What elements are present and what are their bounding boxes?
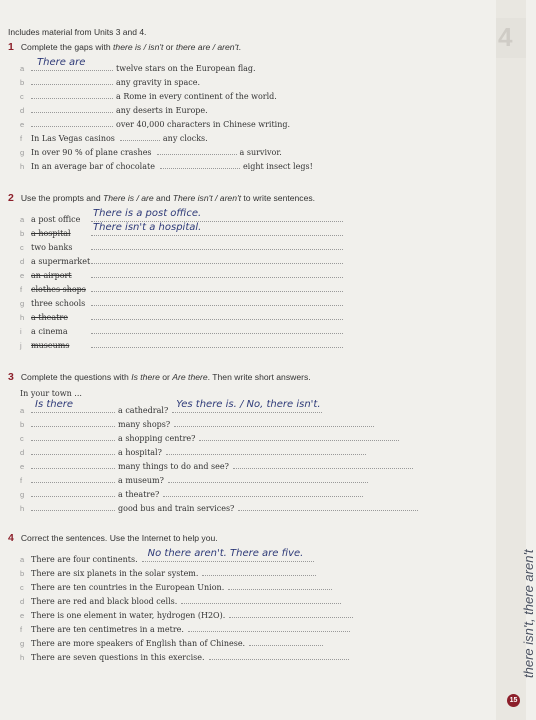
item-letter: h <box>20 313 25 322</box>
ex3-item <box>20 399 322 415</box>
item-text: a shopping centre? <box>118 434 196 443</box>
ex4-item <box>20 566 316 578</box>
ex1-item <box>20 57 256 73</box>
ex4-item <box>20 650 349 662</box>
ex1-item <box>20 103 208 115</box>
handwritten-answer: There is a post office. <box>93 208 202 219</box>
answer-field[interactable] <box>31 501 115 511</box>
ex3-item <box>20 431 399 443</box>
item-letter: a <box>20 406 25 415</box>
item-letter: b <box>20 78 25 87</box>
answer-field[interactable] <box>228 580 332 590</box>
item-text: any clocks. <box>162 134 208 143</box>
item-text: In over 90 % of plane crashes <box>31 148 152 157</box>
prompt-text: three schools <box>31 299 86 308</box>
ex4-number: 4 <box>8 532 14 544</box>
item-text: a survivor. <box>239 148 282 157</box>
ex4-item <box>20 622 350 634</box>
handwritten-answer: Is there <box>35 399 74 410</box>
item-letter: d <box>20 448 25 457</box>
answer-field[interactable] <box>209 650 349 660</box>
answer-field[interactable] <box>91 324 343 334</box>
item-letter: f <box>20 625 23 634</box>
unit-tab <box>496 18 526 58</box>
item-text: There are seven questions in this exercise. <box>31 653 205 662</box>
ex2-item <box>20 240 343 252</box>
item-letter: f <box>20 285 23 294</box>
intro-text: Includes material from Units 3 and 4. <box>8 27 147 37</box>
item-text: a cathedral? <box>118 406 169 415</box>
item-letter: a <box>20 64 25 73</box>
answer-field[interactable] <box>91 254 343 264</box>
item-letter: d <box>20 106 25 115</box>
prompt-text: a post office <box>31 215 81 224</box>
ex4-item <box>20 594 341 606</box>
ex1-instructions: 1 Complete the gaps with there is / isn't or there are / aren't. <box>8 41 242 53</box>
item-text: There are more speakers of English than of Chinese. <box>31 639 246 648</box>
item-letter: g <box>20 639 25 648</box>
item-letter: e <box>20 611 25 620</box>
ex2-instructions: 2 Use the prompts and There is / are and There isn't / aren't to write sentences. <box>8 192 316 204</box>
ex2-item <box>20 324 343 336</box>
answer-field[interactable] <box>142 548 314 562</box>
item-text: over 40,000 characters in Chinese writing. <box>116 120 291 129</box>
prompt-text: two banks <box>31 243 73 252</box>
ex1-item <box>20 145 282 157</box>
answer-field[interactable] <box>172 399 322 413</box>
handwritten-answer: Yes there is. / No, there isn't. <box>176 399 321 410</box>
answer-field[interactable] <box>120 131 160 141</box>
ex2-item <box>20 282 343 294</box>
answer-field[interactable] <box>91 268 343 278</box>
answer-field[interactable] <box>91 222 343 236</box>
item-text: There is one element in water, hydrogen (H2O). <box>31 611 226 620</box>
item-letter: h <box>20 504 25 513</box>
item-letter: b <box>20 420 25 429</box>
item-letter: e <box>20 271 25 280</box>
answer-field[interactable] <box>91 338 343 348</box>
answer-field[interactable] <box>174 417 374 427</box>
answer-field[interactable] <box>163 487 363 497</box>
ex4-item <box>20 636 323 648</box>
item-text: many shops? <box>118 420 171 429</box>
item-text: In an average bar of chocolate <box>31 162 155 171</box>
item-text: a theatre? <box>118 490 160 499</box>
answer-field[interactable] <box>31 89 113 99</box>
answer-field[interactable] <box>199 431 399 441</box>
answer-field[interactable] <box>168 473 368 483</box>
item-letter: h <box>20 653 25 662</box>
ex3-item <box>20 487 363 499</box>
answer-field[interactable] <box>31 75 113 85</box>
item-letter: j <box>20 341 22 350</box>
item-text: twelve stars on the European flag. <box>116 64 256 73</box>
ex3-number: 3 <box>8 371 14 383</box>
item-letter: a <box>20 215 25 224</box>
unit-number: 4 <box>498 22 513 52</box>
prompt-text: a theatre <box>31 313 68 322</box>
item-letter: e <box>20 120 25 129</box>
item-text: There are four continents. <box>31 555 138 564</box>
item-letter: d <box>20 597 25 606</box>
item-text: any gravity in space. <box>116 78 201 87</box>
ex1-item <box>20 89 277 101</box>
ex2-item <box>20 254 343 266</box>
prompt-text: clothes shops <box>31 285 86 294</box>
ex2-item <box>20 268 343 280</box>
prompt-text: a cinema <box>31 327 68 336</box>
item-text: There are red and black blood cells. <box>31 597 178 606</box>
ex4-item <box>20 608 353 620</box>
prompt-text: a supermarket <box>31 257 91 266</box>
item-letter: f <box>20 476 23 485</box>
answer-field[interactable] <box>91 240 343 250</box>
item-text: In Las Vegas casinos <box>31 134 115 143</box>
ex3-item <box>20 445 366 457</box>
ex1-item <box>20 117 290 129</box>
answer-field[interactable] <box>31 459 115 469</box>
item-text: a Rome in every continent of the world. <box>116 92 277 101</box>
answer-field[interactable] <box>91 310 343 320</box>
unit-title: there isn't, there aren't <box>521 549 536 678</box>
answer-field[interactable] <box>160 159 240 169</box>
item-letter: c <box>20 434 24 443</box>
answer-field[interactable] <box>31 431 115 441</box>
ex3-item <box>20 501 418 513</box>
item-letter: g <box>20 148 25 157</box>
item-letter: g <box>20 299 25 308</box>
answer-field[interactable] <box>181 594 341 604</box>
ex2-item <box>20 296 343 308</box>
item-text: eight insect legs! <box>242 162 313 171</box>
answer-field[interactable] <box>31 445 115 455</box>
item-letter: b <box>20 569 25 578</box>
prompt-text: museums <box>31 341 70 350</box>
item-text: a hospital? <box>118 448 162 457</box>
ex2-number: 2 <box>8 192 14 204</box>
answer-field[interactable] <box>157 145 237 155</box>
answer-field[interactable] <box>31 417 115 427</box>
ex2-item <box>20 222 343 238</box>
ex3-item <box>20 473 368 485</box>
handwritten-answer: There are <box>37 57 86 68</box>
handwritten-answer: There isn't a hospital. <box>93 222 202 233</box>
ex1-item <box>20 159 313 171</box>
item-letter: e <box>20 462 25 471</box>
answer-field[interactable] <box>91 208 343 222</box>
ex4-instructions: 4 Correct the sentences. Use the Internet to help you. <box>8 532 218 544</box>
item-text: good bus and train services? <box>118 504 235 513</box>
answer-field[interactable] <box>31 473 115 483</box>
answer-field[interactable] <box>31 399 115 413</box>
item-text: There are six planets in the solar system. <box>31 569 199 578</box>
answer-field[interactable] <box>91 296 343 306</box>
item-letter: f <box>20 134 23 143</box>
item-text: any deserts in Europe. <box>116 106 208 115</box>
prompt-text: a hospital <box>31 229 71 238</box>
ex1-number: 1 <box>8 41 14 53</box>
answer-field[interactable] <box>31 117 113 127</box>
ex2-item <box>20 338 343 350</box>
item-letter: d <box>20 257 25 266</box>
item-letter: h <box>20 162 25 171</box>
item-letter: b <box>20 229 25 238</box>
answer-field[interactable] <box>233 459 413 469</box>
answer-field[interactable] <box>91 282 343 292</box>
answer-field[interactable] <box>31 103 113 113</box>
ex4-item <box>20 580 332 592</box>
ex3-item <box>20 459 413 471</box>
answer-field[interactable] <box>229 608 353 618</box>
answer-field[interactable] <box>249 636 323 646</box>
ex3-item <box>20 417 374 429</box>
item-letter: a <box>20 555 25 564</box>
item-letter: c <box>20 243 24 252</box>
ex2-item <box>20 310 343 322</box>
ex3-lead: In your town ... <box>20 389 82 398</box>
handwritten-answer: No there aren't. There are five. <box>147 548 304 559</box>
answer-field[interactable] <box>31 57 113 71</box>
item-text: a museum? <box>118 476 164 485</box>
answer-field[interactable] <box>166 445 366 455</box>
ex4-item <box>20 548 314 564</box>
item-letter: i <box>20 327 22 336</box>
answer-field[interactable] <box>188 622 350 632</box>
ex1-item <box>20 75 200 87</box>
ex1-item <box>20 131 208 143</box>
item-text: many things to do and see? <box>118 462 229 471</box>
item-letter: g <box>20 490 25 499</box>
ex3-instructions: 3 Complete the questions with Is there or Are there. Then write short answers. <box>8 371 311 383</box>
prompt-text: an airport <box>31 271 72 280</box>
item-text: There are ten centimetres in a metre. <box>31 625 184 634</box>
item-letter: c <box>20 92 24 101</box>
item-letter: c <box>20 583 24 592</box>
item-text: There are ten countries in the European Union. <box>31 583 225 592</box>
answer-field[interactable] <box>202 566 316 576</box>
answer-field[interactable] <box>238 501 418 511</box>
page-number: 15 <box>507 694 520 707</box>
answer-field[interactable] <box>31 487 115 497</box>
